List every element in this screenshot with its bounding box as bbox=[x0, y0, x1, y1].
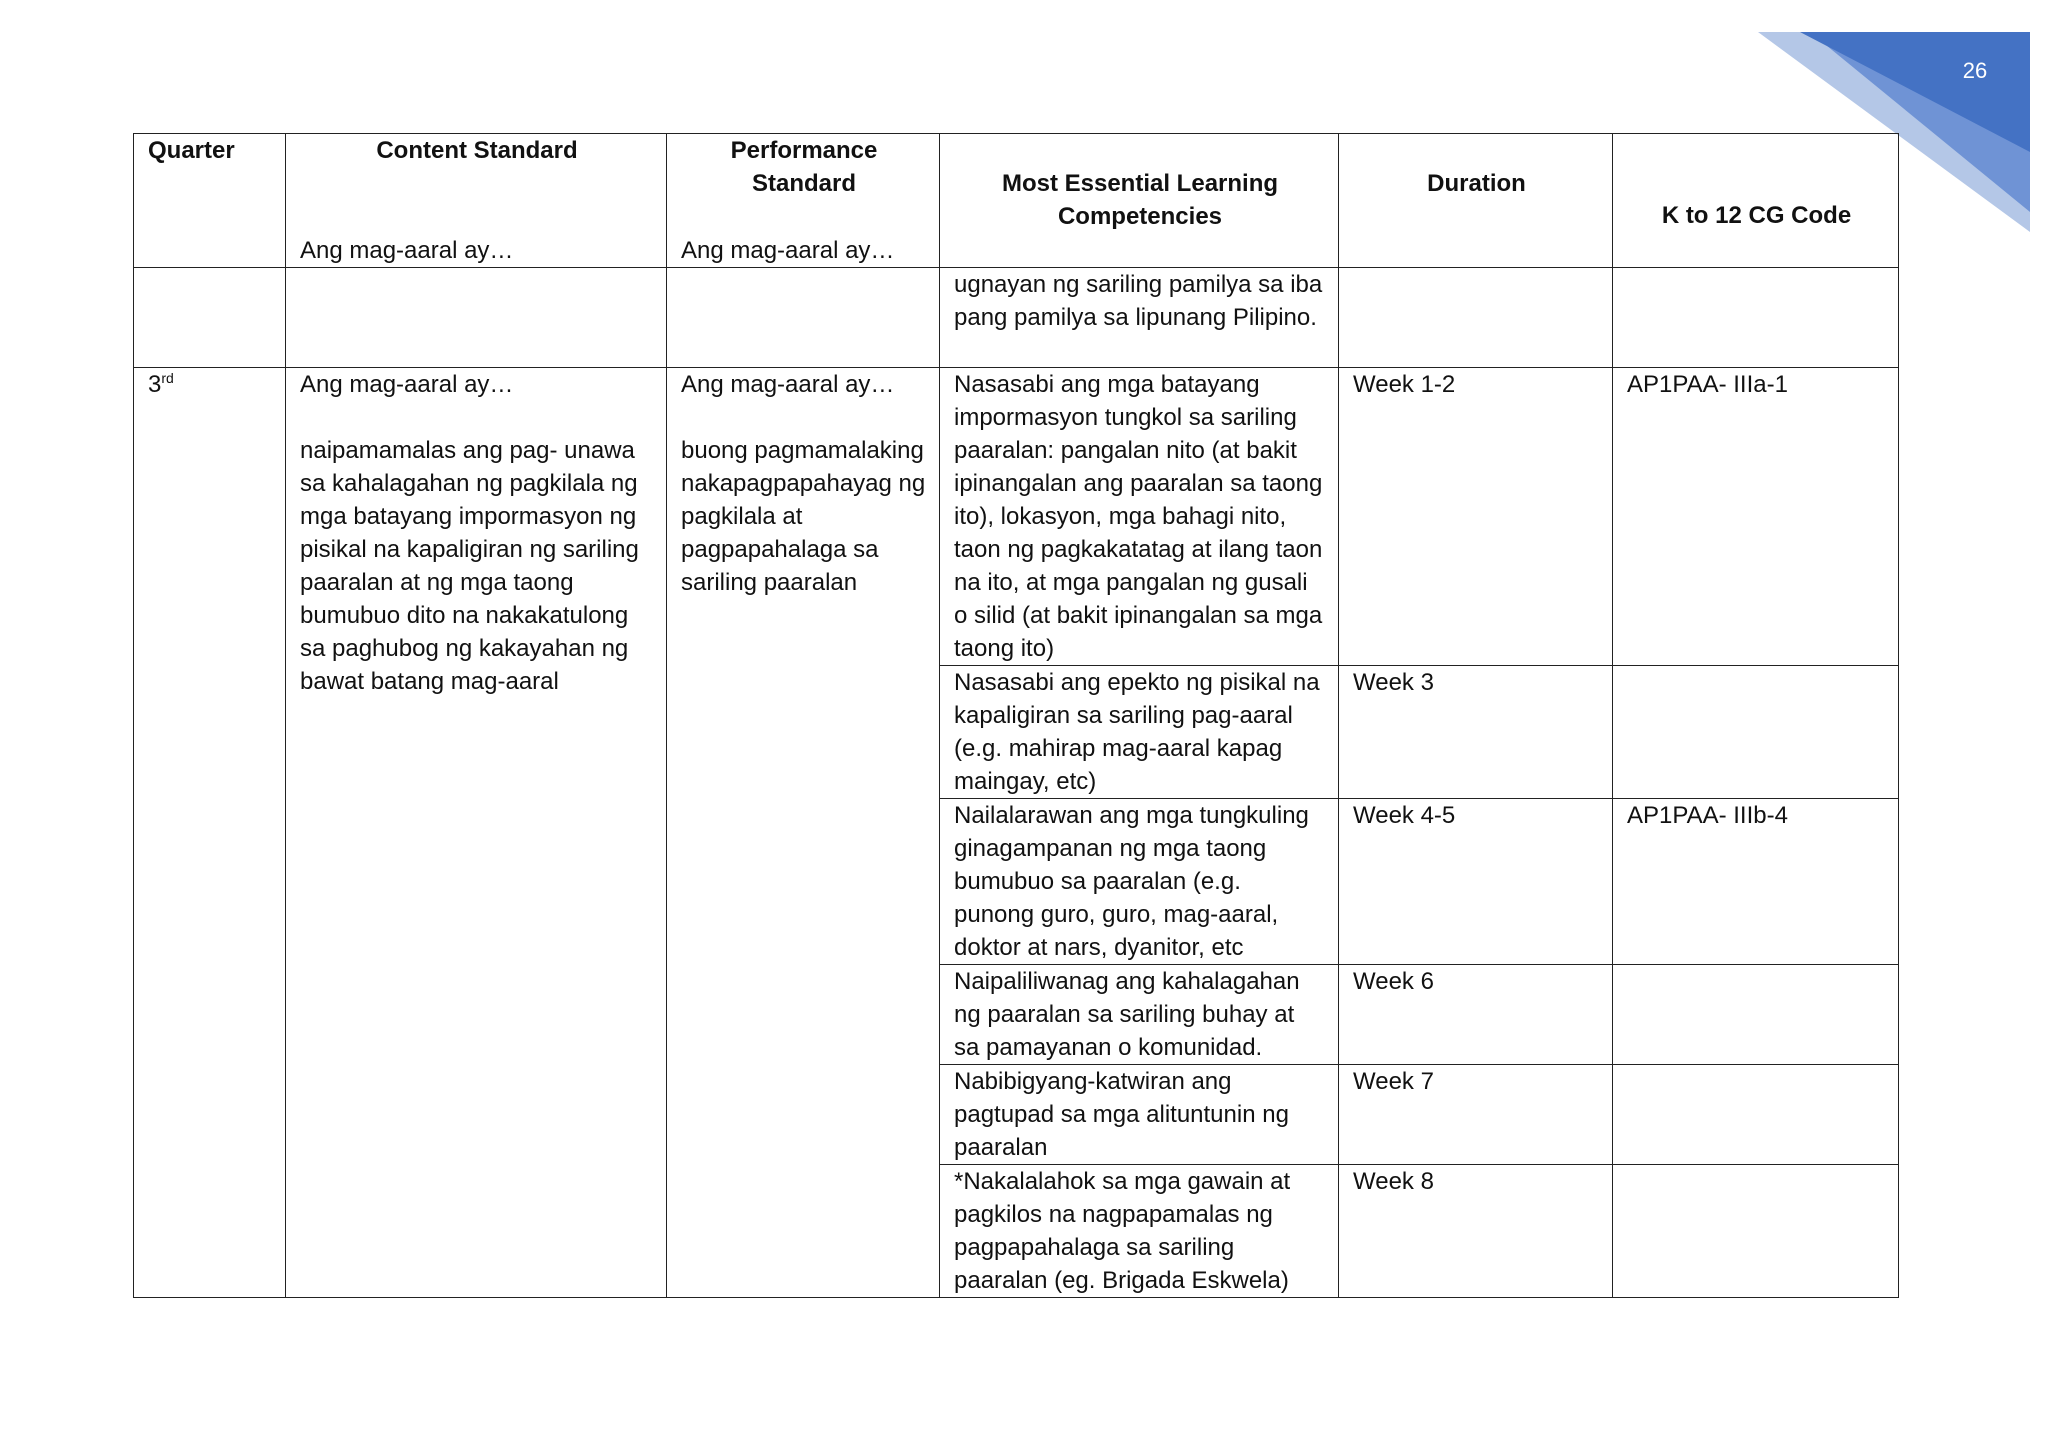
quarter-number: 3 bbox=[148, 371, 162, 398]
header-quarter-label: Quarter bbox=[148, 137, 235, 164]
table-cell-melc: Naipaliliwanag ang kahalagahan ng paaralan sa sariling buhay at sa pamayanan o komunidad. bbox=[940, 965, 1339, 1065]
table-cell-empty bbox=[134, 268, 286, 368]
table-cell-duration: Week 7 bbox=[1339, 1065, 1613, 1165]
table-cell-code bbox=[1613, 666, 1899, 799]
header-performance-standard-sub: Ang mag-aaral ay… bbox=[681, 237, 895, 264]
table-cell-quarter bbox=[134, 368, 286, 1298]
header-content-standard bbox=[286, 134, 667, 268]
header-melc-label: Most Essential Learning Competencies bbox=[1001, 169, 1279, 230]
table-cell-empty bbox=[1339, 268, 1613, 368]
table-cell-code: AP1PAA- IIIa-1 bbox=[1613, 368, 1899, 666]
table-cell-melc: *Nakalalahok sa mga gawain at pagkilos na nagpapamalas ng pagpapahalaga sa sariling paaralan (eg. Brigada Eskwela) bbox=[940, 1165, 1339, 1298]
header-quarter bbox=[134, 134, 286, 268]
header-duration bbox=[1339, 134, 1613, 268]
table-cell-duration: Week 8 bbox=[1339, 1165, 1613, 1298]
table-cell-duration: Week 3 bbox=[1339, 666, 1613, 799]
melc-table bbox=[133, 133, 1899, 1298]
header-content-standard-sub: Ang mag-aaral ay… bbox=[300, 237, 514, 264]
content-standard-text: naipamamalas ang pag- unawa sa kahalagahan ng pagkilala ng mga batayang impormasyon ng pisikal na kapaligiran ng sariling paaralan at ng mga taong bumubuo dito na nakakatulong sa paghubog ng kakayahan ng bawat batang mag-aaral bbox=[300, 437, 639, 695]
table-cell-code bbox=[1613, 1065, 1899, 1165]
table-row-continuation bbox=[134, 268, 1899, 368]
table-cell-duration: Week 1-2 bbox=[1339, 368, 1613, 666]
page-number: 26 bbox=[1962, 58, 1988, 83]
table-cell-melc: Nabibigyang-katwiran ang pagtupad sa mga alituntunin ng paaralan bbox=[940, 1065, 1339, 1165]
table-cell-code bbox=[1613, 1165, 1899, 1298]
table-cell-code bbox=[1613, 965, 1899, 1065]
content-standard-intro: Ang mag-aaral ay… bbox=[300, 371, 514, 398]
table-cell-melc: ugnayan ng sariling pamilya sa iba pang pamilya sa lipunang Pilipino. bbox=[940, 268, 1339, 368]
performance-standard-text: buong pagmamalaking nakapagpapahayag ng pagkilala at pagpapahalaga sa sariling paaralan bbox=[681, 437, 926, 596]
table-cell-code: AP1PAA- IIIb-4 bbox=[1613, 799, 1899, 965]
table-cell-melc: Nasasabi ang mga batayang impormasyon tungkol sa sariling paaralan: pangalan nito (at bakit ipinangalan ang paaralan sa taong ito), lokasyon, mga bahagi nito, taon ng pagkakatatag at ilang taon na ito, at mga pangalan ng gusali o silid (at bakit ipinangalan sa mga taong ito) bbox=[940, 368, 1339, 666]
quarter-suffix: rd bbox=[161, 370, 174, 386]
table-cell-melc: Nasasabi ang epekto ng pisikal na kapaligiran sa sariling pag-aaral (e.g. mahirap mag-aaral kapag maingay, etc) bbox=[940, 666, 1339, 799]
table-cell-duration: Week 6 bbox=[1339, 965, 1613, 1065]
table-cell-duration: Week 4-5 bbox=[1339, 799, 1613, 965]
header-performance-standard bbox=[667, 134, 940, 268]
table-cell-performance-standard bbox=[667, 368, 940, 1298]
header-duration-label: Duration bbox=[1427, 170, 1526, 197]
performance-standard-intro: Ang mag-aaral ay… bbox=[681, 371, 895, 398]
header-code-label: K to 12 CG Code bbox=[1661, 202, 1852, 229]
table-cell-empty bbox=[1613, 268, 1899, 368]
table-cell-empty bbox=[667, 268, 940, 368]
header-melc bbox=[940, 134, 1339, 268]
header-code bbox=[1613, 134, 1899, 268]
table-cell-melc: Nailalarawan ang mga tungkuling ginagampanan ng mga taong bumubuo sa paaralan (e.g. punong guro, guro, mag-aaral, doktor at nars, dyanitor, etc bbox=[940, 799, 1339, 965]
table-cell-content-standard bbox=[286, 368, 667, 1298]
table-row bbox=[134, 368, 1899, 666]
header-content-standard-label: Content Standard bbox=[376, 137, 578, 164]
table-cell-empty bbox=[286, 268, 667, 368]
header-row bbox=[134, 134, 1899, 268]
header-performance-standard-label: Performance Standard bbox=[730, 137, 878, 197]
